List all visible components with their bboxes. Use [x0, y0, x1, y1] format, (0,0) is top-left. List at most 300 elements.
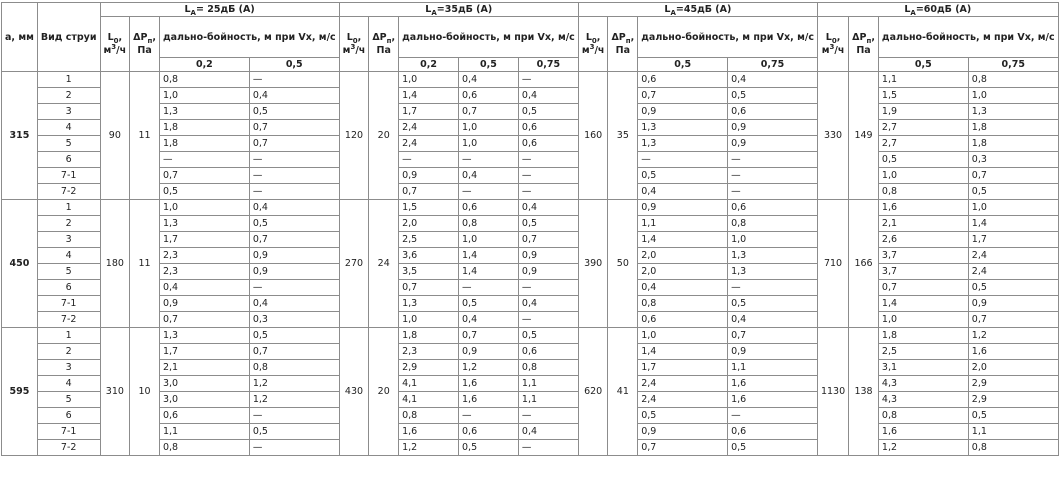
cell-range: 0,5	[459, 440, 519, 456]
cell-l0: 270	[339, 200, 369, 328]
cell-range: 1,0	[399, 72, 459, 88]
cell-l0: 180	[100, 200, 130, 328]
cell-range: 0,6	[518, 120, 578, 136]
cell-range: 2,3	[159, 248, 249, 264]
cell-range: 0,7	[159, 168, 249, 184]
cell-range: 0,7	[459, 104, 519, 120]
cell-range: 2,7	[878, 136, 968, 152]
cell-range: 2,4	[638, 392, 728, 408]
cell-range: —	[399, 152, 459, 168]
cell-range: 1,3	[159, 104, 249, 120]
cell-type: 6	[37, 280, 100, 296]
cell-range: 1,7	[638, 360, 728, 376]
cell-range: 1,0	[728, 232, 818, 248]
header-vx: 0,2	[399, 58, 459, 72]
table-row	[2, 136, 1059, 152]
cell-range: 0,8	[728, 216, 818, 232]
cell-range: 1,0	[968, 200, 1058, 216]
cell-range: 0,9	[459, 344, 519, 360]
table-row	[2, 120, 1059, 136]
cell-range: —	[159, 152, 249, 168]
cell-range: 1,0	[878, 312, 968, 328]
header-l0: $L_0$, $м^3/ч$	[100, 17, 130, 72]
header-l0: $L_0$, $м^3/ч$	[339, 17, 369, 72]
header-la-25: $L_A= 25дБ$ (А)	[100, 3, 339, 17]
cell-range: 1,3	[159, 216, 249, 232]
cell-range: 0,5	[638, 408, 728, 424]
cell-range: 0,6	[728, 104, 818, 120]
cell-range: 0,4	[518, 296, 578, 312]
cell-range: 0,5	[968, 408, 1058, 424]
cell-range: 0,4	[728, 312, 818, 328]
cell-range: 1,7	[399, 104, 459, 120]
cell-range: 0,8	[878, 184, 968, 200]
cell-range: 1,1	[728, 360, 818, 376]
cell-l0: 160	[578, 72, 608, 200]
cell-dp: 35	[608, 72, 638, 200]
cell-range: 1,2	[878, 440, 968, 456]
cell-range: 1,6	[399, 424, 459, 440]
cell-range: —	[249, 184, 339, 200]
cell-range: 1,2	[459, 360, 519, 376]
cell-type: 1	[37, 200, 100, 216]
table-row	[2, 424, 1059, 440]
cell-a: 450	[2, 200, 38, 328]
cell-l0: 90	[100, 72, 130, 200]
cell-range: 1,1	[159, 424, 249, 440]
table-row	[2, 104, 1059, 120]
cell-range: 1,5	[878, 88, 968, 104]
cell-range: 0,9	[638, 424, 728, 440]
table-row	[2, 312, 1059, 328]
cell-range: 1,1	[968, 424, 1058, 440]
header-vx: 0,75	[728, 58, 818, 72]
cell-range: 1,4	[399, 88, 459, 104]
header-range: дально-бойность, м при Vx, м/с	[878, 17, 1058, 58]
header-l0: $L_0$, $м^3/ч$	[817, 17, 848, 72]
cell-range: 2,1	[878, 216, 968, 232]
cell-range: —	[249, 440, 339, 456]
cell-range: 0,7	[968, 312, 1058, 328]
header-l0: $L_0$, $м^3/ч$	[578, 17, 608, 72]
cell-range: 0,4	[249, 88, 339, 104]
cell-range: 0,8	[518, 360, 578, 376]
cell-range: —	[518, 168, 578, 184]
table-row	[2, 168, 1059, 184]
cell-type: 7-1	[37, 424, 100, 440]
cell-range: 0,5	[159, 184, 249, 200]
cell-range: 1,2	[249, 392, 339, 408]
cell-range: 1,8	[878, 328, 968, 344]
cell-range: 0,9	[728, 136, 818, 152]
cell-range: 3,1	[878, 360, 968, 376]
cell-l0: 330	[817, 72, 848, 200]
cell-range: 0,9	[638, 200, 728, 216]
cell-range: 1,0	[159, 88, 249, 104]
cell-range: 0,7	[399, 280, 459, 296]
cell-range: 0,4	[518, 200, 578, 216]
cell-range: 1,8	[159, 120, 249, 136]
cell-range: 1,3	[728, 248, 818, 264]
cell-range: 0,4	[459, 168, 519, 184]
cell-range: 0,4	[518, 88, 578, 104]
cell-range: 0,5	[249, 328, 339, 344]
cell-range: 2,1	[159, 360, 249, 376]
cell-range: —	[728, 408, 818, 424]
cell-range: 0,9	[518, 264, 578, 280]
table-row	[2, 248, 1059, 264]
cell-range: 1,0	[968, 88, 1058, 104]
cell-range: 1,7	[159, 344, 249, 360]
cell-range: 1,6	[968, 344, 1058, 360]
cell-dp: 11	[130, 72, 160, 200]
cell-range: 0,8	[399, 408, 459, 424]
cell-l0: 310	[100, 328, 130, 456]
cell-range: —	[249, 408, 339, 424]
cell-range: 1,0	[459, 120, 519, 136]
cell-range: 0,9	[728, 344, 818, 360]
header-row-3	[2, 58, 1059, 72]
cell-range: 0,4	[728, 72, 818, 88]
cell-range: 0,5	[518, 328, 578, 344]
cell-range: 0,9	[399, 168, 459, 184]
header-la-60: $L_A=60дБ$ (А)	[817, 3, 1058, 17]
cell-range: 0,6	[728, 200, 818, 216]
table-row	[2, 264, 1059, 280]
cell-range: 0,4	[638, 280, 728, 296]
cell-range: 0,4	[249, 200, 339, 216]
cell-range: 0,9	[249, 248, 339, 264]
header-dp: $\Delta P_п$, Па	[369, 17, 399, 72]
cell-type: 7-1	[37, 296, 100, 312]
cell-l0: 1130	[817, 328, 848, 456]
cell-range: 2,4	[399, 136, 459, 152]
cell-l0: 710	[817, 200, 848, 328]
cell-range: 2,0	[638, 248, 728, 264]
cell-type: 5	[37, 264, 100, 280]
cell-range: 0,6	[728, 424, 818, 440]
cell-range: —	[728, 168, 818, 184]
cell-range: 0,9	[249, 264, 339, 280]
cell-range: —	[249, 280, 339, 296]
cell-range: 2,4	[968, 248, 1058, 264]
cell-range: 1,1	[518, 376, 578, 392]
cell-range: 0,6	[459, 200, 519, 216]
cell-range: 0,5	[728, 296, 818, 312]
cell-range: 0,7	[878, 280, 968, 296]
cell-type: 2	[37, 344, 100, 360]
cell-range: 0,8	[878, 408, 968, 424]
cell-type: 7-2	[37, 184, 100, 200]
header-range: дально-бойность, м при Vx, м/с	[159, 17, 339, 58]
cell-range: —	[459, 408, 519, 424]
cell-range: 1,7	[968, 232, 1058, 248]
cell-range: 0,8	[968, 440, 1058, 456]
cell-range: 0,8	[968, 72, 1058, 88]
header-range: дально-бойность, м при Vx, м/с	[638, 17, 818, 58]
cell-range: 1,3	[728, 264, 818, 280]
cell-range: —	[459, 152, 519, 168]
cell-range: 2,9	[399, 360, 459, 376]
cell-type: 4	[37, 120, 100, 136]
table-row	[2, 360, 1059, 376]
cell-range: 0,7	[159, 312, 249, 328]
cell-range: 0,7	[249, 344, 339, 360]
cell-type: 3	[37, 360, 100, 376]
cell-range: 0,5	[518, 104, 578, 120]
cell-range: 1,0	[638, 328, 728, 344]
header-row-1	[2, 3, 1059, 17]
cell-range: —	[728, 184, 818, 200]
cell-range: 1,6	[459, 376, 519, 392]
table-row	[2, 408, 1059, 424]
cell-range: 2,9	[968, 392, 1058, 408]
cell-range: 1,6	[728, 376, 818, 392]
cell-range: 0,7	[728, 328, 818, 344]
cell-range: 1,1	[518, 392, 578, 408]
cell-type: 1	[37, 72, 100, 88]
cell-range: 2,0	[399, 216, 459, 232]
cell-range: 2,0	[638, 264, 728, 280]
cell-range: 2,5	[878, 344, 968, 360]
header-la-35: $L_A=35дБ$ (А)	[339, 3, 578, 17]
cell-type: 4	[37, 376, 100, 392]
cell-range: —	[518, 184, 578, 200]
table-row	[2, 72, 1059, 88]
cell-range: 2,6	[878, 232, 968, 248]
cell-range: 0,9	[728, 120, 818, 136]
cell-type: 3	[37, 104, 100, 120]
cell-range: 1,3	[159, 328, 249, 344]
cell-range: 2,9	[968, 376, 1058, 392]
cell-range: 0,4	[459, 72, 519, 88]
cell-range: 4,1	[399, 376, 459, 392]
cell-range: 3,7	[878, 264, 968, 280]
cell-range: 3,7	[878, 248, 968, 264]
cell-range: 0,5	[728, 440, 818, 456]
cell-type: 3	[37, 232, 100, 248]
cell-range: —	[459, 184, 519, 200]
cell-range: 0,3	[968, 152, 1058, 168]
cell-a: 595	[2, 328, 38, 456]
cell-range: 3,5	[399, 264, 459, 280]
cell-range: 1,2	[968, 328, 1058, 344]
cell-type: 5	[37, 136, 100, 152]
table-row	[2, 152, 1059, 168]
cell-range: 1,2	[249, 376, 339, 392]
cell-range: 1,4	[638, 232, 728, 248]
cell-range: 1,0	[459, 232, 519, 248]
cell-type: 2	[37, 88, 100, 104]
cell-range: —	[249, 72, 339, 88]
cell-range: —	[249, 152, 339, 168]
cell-range: —	[728, 152, 818, 168]
cell-range: 0,8	[249, 360, 339, 376]
table-row	[2, 232, 1059, 248]
table-row	[2, 280, 1059, 296]
cell-l0: 390	[578, 200, 608, 328]
cell-range: 0,5	[249, 424, 339, 440]
cell-dp: 20	[369, 328, 399, 456]
cell-range: 0,5	[638, 168, 728, 184]
cell-type: 2	[37, 216, 100, 232]
table-row	[2, 184, 1059, 200]
header-dp: $\Delta P_п$, Па	[849, 17, 879, 72]
cell-range: 2,5	[399, 232, 459, 248]
cell-range: —	[518, 408, 578, 424]
cell-range: 1,7	[159, 232, 249, 248]
cell-range: 4,3	[878, 392, 968, 408]
cell-range: 0,8	[638, 296, 728, 312]
cell-range: 0,4	[638, 184, 728, 200]
table-row	[2, 376, 1059, 392]
header-dp: $\Delta P_п$, Па	[130, 17, 160, 72]
cell-type: 7-2	[37, 440, 100, 456]
table-row	[2, 88, 1059, 104]
cell-range: —	[249, 168, 339, 184]
cell-dp: 10	[130, 328, 160, 456]
cell-range: —	[459, 280, 519, 296]
cell-range: —	[518, 152, 578, 168]
table-row	[2, 296, 1059, 312]
cell-range: 0,5	[968, 184, 1058, 200]
cell-range: 2,7	[878, 120, 968, 136]
cell-range: 1,6	[878, 424, 968, 440]
cell-range: 0,6	[459, 88, 519, 104]
cell-type: 6	[37, 152, 100, 168]
header-range: дально-бойность, м при Vx, м/с	[399, 17, 579, 58]
cell-range: 3,6	[399, 248, 459, 264]
cell-range: 0,9	[159, 296, 249, 312]
table-row	[2, 392, 1059, 408]
cell-dp: 20	[369, 72, 399, 200]
cell-range: 4,3	[878, 376, 968, 392]
header-row-2	[2, 17, 1059, 58]
cell-range: 0,5	[459, 296, 519, 312]
cell-range: 0,9	[638, 104, 728, 120]
cell-range: 1,1	[638, 216, 728, 232]
cell-dp: 24	[369, 200, 399, 328]
cell-range: 0,4	[518, 424, 578, 440]
cell-range: 0,8	[159, 72, 249, 88]
cell-type: 6	[37, 408, 100, 424]
cell-range: —	[728, 280, 818, 296]
cell-range: 1,4	[878, 296, 968, 312]
cell-range: 0,8	[159, 440, 249, 456]
header-dp: $\Delta P_п$, Па	[608, 17, 638, 72]
cell-range: 0,5	[249, 216, 339, 232]
cell-a: 315	[2, 72, 38, 200]
cell-range: 1,8	[399, 328, 459, 344]
cell-range: 1,4	[638, 344, 728, 360]
cell-dp: 166	[849, 200, 879, 328]
cell-range: 1,0	[459, 136, 519, 152]
cell-range: 1,8	[968, 120, 1058, 136]
cell-range: 0,6	[459, 424, 519, 440]
cell-type: 7-2	[37, 312, 100, 328]
cell-range: 3,0	[159, 392, 249, 408]
header-vx: 0,5	[249, 58, 339, 72]
cell-range: —	[518, 72, 578, 88]
cell-range: 1,4	[459, 264, 519, 280]
cell-range: 1,3	[399, 296, 459, 312]
cell-range: 0,7	[249, 232, 339, 248]
cell-range: 0,4	[159, 280, 249, 296]
cell-range: —	[638, 152, 728, 168]
cell-type: 7-1	[37, 168, 100, 184]
table-row	[2, 200, 1059, 216]
cell-range: 0,7	[399, 184, 459, 200]
cell-type: 4	[37, 248, 100, 264]
cell-range: 0,5	[968, 280, 1058, 296]
cell-range: 0,7	[249, 136, 339, 152]
cell-range: 1,3	[638, 120, 728, 136]
cell-range: 1,0	[399, 312, 459, 328]
table-row	[2, 344, 1059, 360]
cell-range: —	[518, 440, 578, 456]
cell-range: 0,5	[878, 152, 968, 168]
cell-range: 1,4	[968, 216, 1058, 232]
cell-type: 1	[37, 328, 100, 344]
cell-range: 1,6	[878, 200, 968, 216]
cell-range: 0,5	[728, 88, 818, 104]
cell-range: 1,1	[878, 72, 968, 88]
cell-range: 0,6	[159, 408, 249, 424]
cell-range: 1,0	[878, 168, 968, 184]
cell-range: 0,5	[518, 216, 578, 232]
cell-l0: 620	[578, 328, 608, 456]
cell-l0: 120	[339, 72, 369, 200]
cell-range: 0,7	[638, 440, 728, 456]
cell-range: 1,3	[968, 104, 1058, 120]
header-vid: Вид струи	[37, 3, 100, 72]
cell-range: —	[518, 280, 578, 296]
cell-range: 2,3	[399, 344, 459, 360]
cell-range: 0,7	[249, 120, 339, 136]
cell-l0: 430	[339, 328, 369, 456]
header-vx: 0,2	[159, 58, 249, 72]
cell-range: 1,2	[399, 440, 459, 456]
cell-dp: 50	[608, 200, 638, 328]
cell-range: 0,9	[968, 296, 1058, 312]
cell-range: 1,6	[459, 392, 519, 408]
cell-range: 0,7	[459, 328, 519, 344]
cell-range: 0,3	[249, 312, 339, 328]
cell-dp: 149	[849, 72, 879, 200]
table-row	[2, 440, 1059, 456]
cell-range: 0,6	[638, 72, 728, 88]
cell-range: 0,7	[968, 168, 1058, 184]
cell-range: 1,8	[968, 136, 1058, 152]
cell-range: 0,4	[249, 296, 339, 312]
cell-dp: 41	[608, 328, 638, 456]
cell-range: 4,1	[399, 392, 459, 408]
cell-range: 0,6	[518, 136, 578, 152]
cell-range: 0,7	[518, 232, 578, 248]
cell-range: 0,6	[638, 312, 728, 328]
cell-range: 1,8	[159, 136, 249, 152]
cell-range: 1,4	[459, 248, 519, 264]
cell-range: 2,3	[159, 264, 249, 280]
cell-range: 2,4	[399, 120, 459, 136]
header-vx: 0,5	[459, 58, 519, 72]
cell-range: 1,5	[399, 200, 459, 216]
cell-range: 0,7	[638, 88, 728, 104]
data-table	[1, 2, 1059, 456]
cell-range: 2,4	[638, 376, 728, 392]
table-row	[2, 216, 1059, 232]
cell-range: 0,8	[459, 216, 519, 232]
